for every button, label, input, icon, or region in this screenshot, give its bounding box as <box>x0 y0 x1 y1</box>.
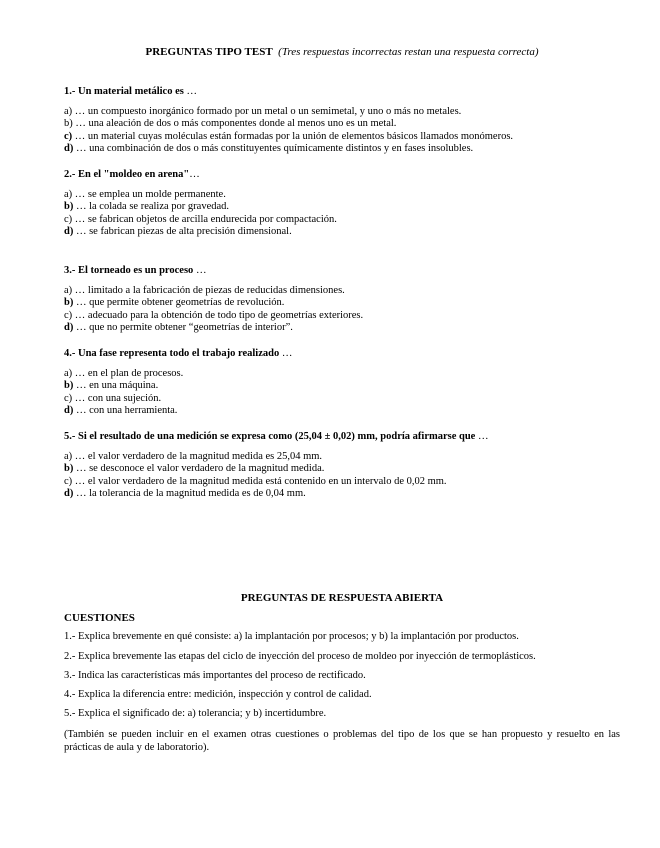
open-question-2: 2.- Explica brevemente las etapas del ciclo de inyección del proceso de moldeo por inyección de termoplásticos. <box>64 651 536 662</box>
test-title: PREGUNTAS TIPO TEST <box>145 46 273 58</box>
option-c: c) … adecuado para la obtención de todo tipo de geometrías exteriores. <box>64 309 364 321</box>
question-1 <box>64 86 620 156</box>
test-subtitle: (Tres respuestas incorrectas restan una respuesta correcta) <box>278 46 539 58</box>
option-a: a) … un compuesto inorgánico formado por un metal o un semimetal, y uno o más no metales. <box>64 105 462 117</box>
question-5 <box>64 431 620 501</box>
question-stem: 5.- Si el resultado de una medición se expresa como (25,04 ± 0,02) mm, podría afirmarse que … <box>64 431 489 442</box>
open-question-3: 3.- Indica las características más importantes del proceso de rectificado. <box>64 670 366 681</box>
open-question-5: 5.- Explica el significado de: a) tolerancia; y b) incertidumbre. <box>64 708 327 719</box>
open-question-4: 4.- Explica la diferencia entre: medición, inspección y control de calidad. <box>64 689 372 700</box>
question-2 <box>64 169 620 239</box>
option-c: c) … con una sujeción. <box>64 392 162 404</box>
question-4 <box>64 348 620 418</box>
option-d: d) … con una herramienta. <box>64 405 178 417</box>
open-section-title: PREGUNTAS DE RESPUESTA ABIERTA <box>240 592 444 604</box>
option-b: b) … que permite obtener geometrías de revolución. <box>64 297 285 309</box>
cuestiones-heading: CUESTIONES <box>64 612 135 624</box>
option-c: c) … un material cuyas moléculas están formadas por la unión de elementos básicos llamados monómeros. <box>64 130 514 142</box>
question-stem: 4.- Una fase representa todo el trabajo realizado … <box>64 348 293 359</box>
question-3 <box>64 265 620 335</box>
option-c: c) … se fabrican objetos de arcilla endurecida por compactación. <box>64 213 337 225</box>
option-b: b) … se desconoce el valor verdadero de la magnitud medida. <box>64 463 325 475</box>
option-d: d) … se fabrican piezas de alta precisión dimensional. <box>64 226 292 238</box>
question-stem: 1.- Un material metálico es … <box>64 86 197 97</box>
test-section-title <box>64 46 620 59</box>
option-a: a) … limitado a la fabricación de piezas de reducidas dimensiones. <box>64 284 345 296</box>
option-a: a) … se emplea un molde permanente. <box>64 188 226 200</box>
option-a: a) … el valor verdadero de la magnitud medida es 25,04 mm. <box>64 450 323 462</box>
question-stem: 2.- En el "moldeo en arena"… <box>64 169 200 180</box>
option-b: b) … la colada se realiza por gravedad. <box>64 201 230 213</box>
question-stem: 3.- El torneado es un proceso … <box>64 265 207 276</box>
option-a: a) … en el plan de procesos. <box>64 367 184 379</box>
exam-note: (También se pueden incluir en el examen otras cuestiones o problemas del tipo de los que se han propuesto y resuelto en las prácticas de aula y de laboratorio). <box>64 729 620 753</box>
option-d: d) … que no permite obtener “geometrías de interior”. <box>64 322 293 334</box>
option-b: b) … una aleación de dos o más componentes donde al menos uno es un metal. <box>64 118 397 130</box>
option-c: c) … el valor verdadero de la magnitud medida está contenido en un intervalo de 0,02 mm. <box>64 475 447 487</box>
option-d: d) … la tolerancia de la magnitud medida es de 0,04 mm. <box>64 488 306 500</box>
option-d: d) … una combinación de dos o más constituyentes químicamente distintos y en fases insolubles. <box>64 143 474 155</box>
option-b: b) … en una máquina. <box>64 380 159 392</box>
open-question-1: 1.- Explica brevemente en qué consiste: a) la implantación por procesos; y b) la implantación por productos. <box>64 631 519 642</box>
